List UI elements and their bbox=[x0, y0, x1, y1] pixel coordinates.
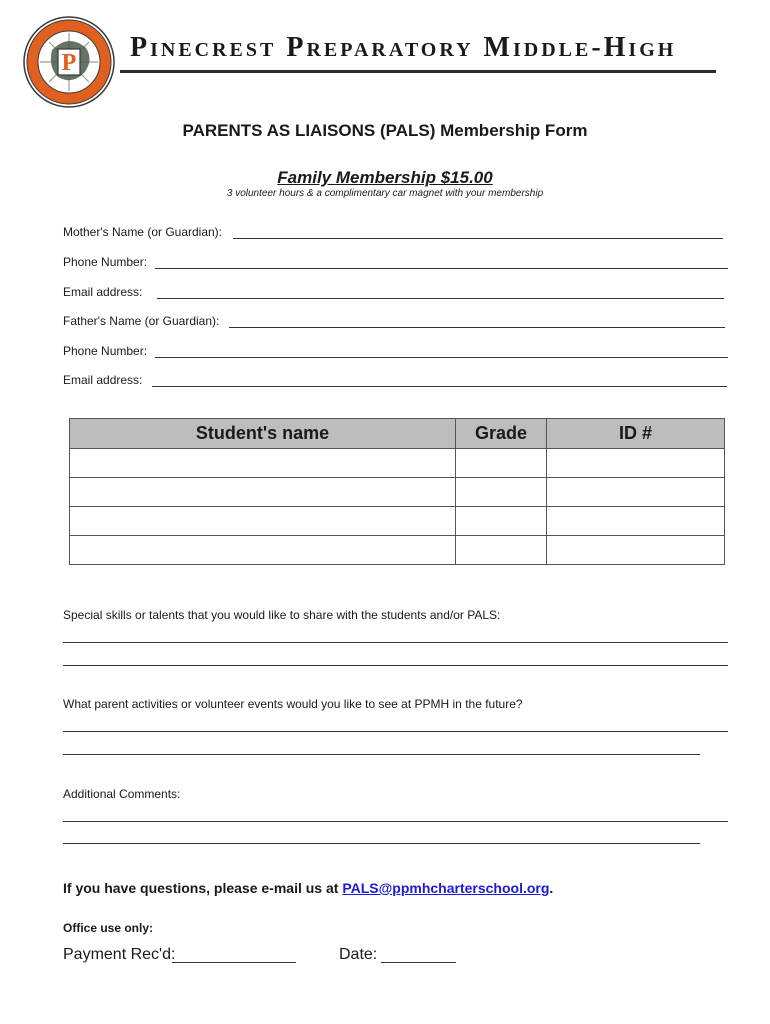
date-field[interactable] bbox=[381, 962, 456, 963]
table-row bbox=[70, 478, 725, 507]
comments-line-2[interactable] bbox=[63, 843, 700, 844]
logo-letter: P bbox=[61, 50, 77, 76]
id-cell[interactable] bbox=[547, 536, 725, 565]
student-name-cell[interactable] bbox=[70, 478, 456, 507]
id-cell[interactable] bbox=[547, 449, 725, 478]
activities-question: What parent activities or volunteer events would you like to see at PPMH in the future? bbox=[63, 697, 523, 711]
student-table bbox=[69, 418, 725, 565]
grade-cell[interactable] bbox=[456, 478, 547, 507]
grade-cell[interactable] bbox=[456, 449, 547, 478]
father-phone-field[interactable] bbox=[155, 357, 728, 358]
membership-note: 3 volunteer hours & a complimentary car magnet with your membership bbox=[226, 188, 544, 199]
header-divider bbox=[120, 70, 716, 73]
form-title: PARENTS AS LIAISONS (PALS) Membership Form bbox=[182, 121, 588, 140]
father-name-field[interactable] bbox=[229, 327, 725, 328]
school-name: Pinecrest Preparatory Middle-High bbox=[130, 32, 677, 63]
id-cell[interactable] bbox=[547, 478, 725, 507]
pinecrest-seal-icon bbox=[22, 15, 116, 109]
activities-answer-line-1[interactable] bbox=[63, 731, 728, 732]
office-use-heading: Office use only: bbox=[63, 921, 154, 935]
student-name-cell[interactable] bbox=[70, 507, 456, 536]
father-email-label: Email address: bbox=[63, 373, 143, 387]
contact-suffix: . bbox=[549, 880, 554, 896]
contact-line bbox=[63, 880, 553, 896]
mother-email-field[interactable] bbox=[157, 298, 724, 299]
mother-email-label: Email address: bbox=[63, 285, 143, 299]
comments-line-1[interactable] bbox=[63, 821, 728, 822]
date-label: Date: bbox=[339, 946, 378, 963]
grade-cell[interactable] bbox=[456, 536, 547, 565]
mother-name-field[interactable] bbox=[233, 238, 723, 239]
mother-phone-field[interactable] bbox=[155, 268, 728, 269]
table-row bbox=[70, 507, 725, 536]
header-id: ID # bbox=[547, 419, 725, 449]
skills-question: Special skills or talents that you would like to share with the students and/or PALS: bbox=[63, 608, 501, 622]
father-phone-label: Phone Number: bbox=[63, 344, 148, 358]
payment-field[interactable] bbox=[172, 962, 296, 963]
table-row bbox=[70, 536, 725, 565]
comments-label: Additional Comments: bbox=[63, 787, 181, 801]
header-student-name: Student's name bbox=[70, 419, 456, 449]
contact-prefix: If you have questions, please e-mail us at bbox=[63, 880, 343, 896]
father-email-field[interactable] bbox=[152, 386, 727, 387]
mother-name-label: Mother's Name (or Guardian): bbox=[63, 225, 223, 239]
student-name-cell[interactable] bbox=[70, 449, 456, 478]
id-cell[interactable] bbox=[547, 507, 725, 536]
activities-answer-line-2[interactable] bbox=[63, 754, 700, 755]
payment-label: Payment Rec'd: bbox=[63, 946, 176, 963]
table-header-row bbox=[70, 419, 725, 449]
table-row bbox=[70, 449, 725, 478]
membership-type: Family Membership $15.00 bbox=[277, 168, 493, 187]
mother-phone-label: Phone Number: bbox=[63, 255, 148, 269]
skills-answer-line-1[interactable] bbox=[63, 642, 728, 643]
skills-answer-line-2[interactable] bbox=[63, 665, 728, 666]
student-name-cell[interactable] bbox=[70, 536, 456, 565]
header-grade: Grade bbox=[456, 419, 547, 449]
grade-cell[interactable] bbox=[456, 507, 547, 536]
contact-email-link[interactable]: PALS@ppmhcharterschool.org bbox=[342, 880, 550, 896]
father-name-label: Father's Name (or Guardian): bbox=[63, 314, 220, 328]
